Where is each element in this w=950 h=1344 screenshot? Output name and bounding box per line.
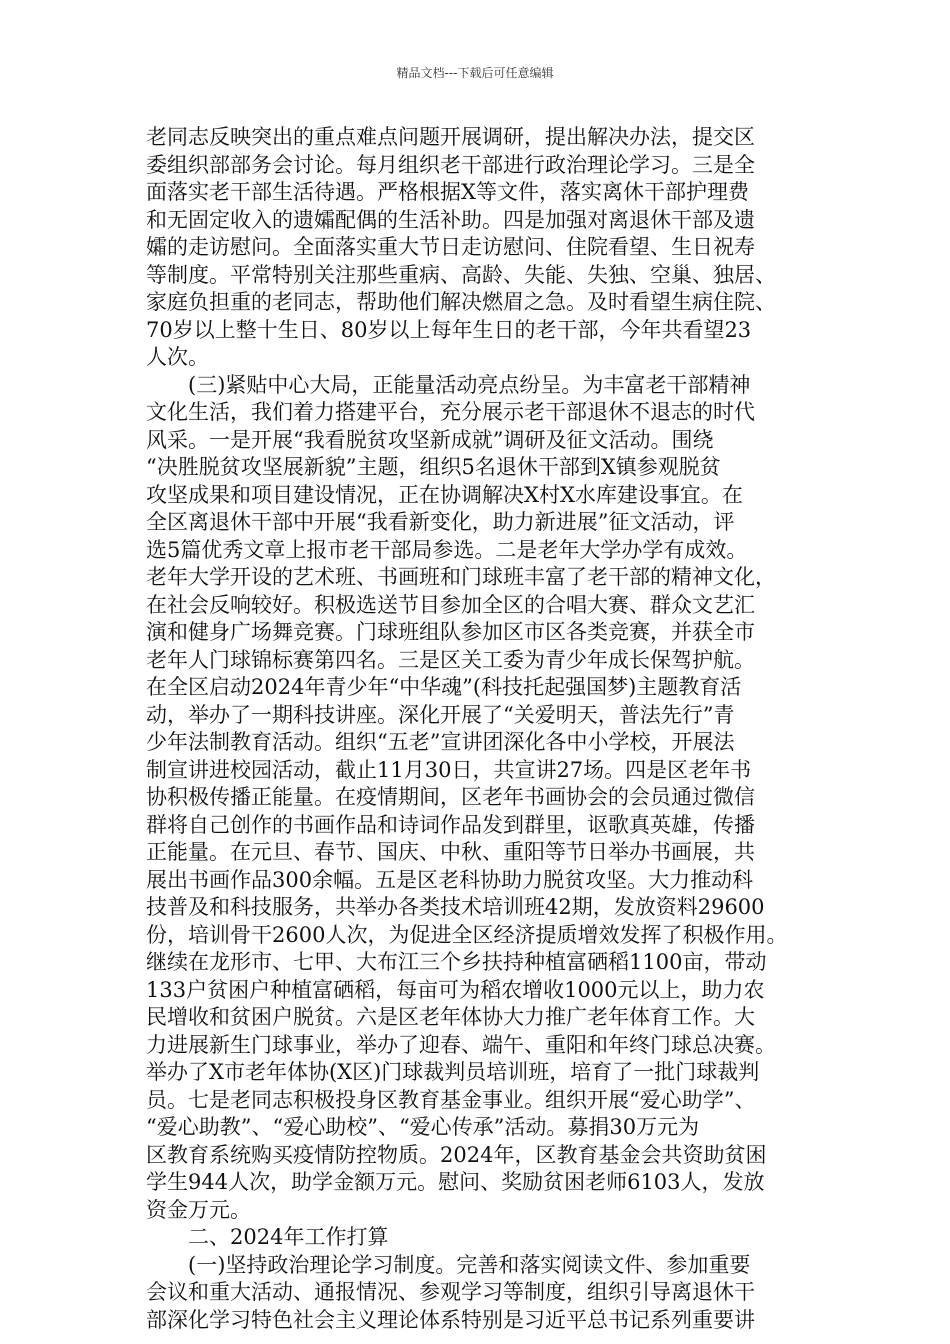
text-line: 技普及和科技服务，共举办各类技术培训班42期，发放资料29600 (146, 895, 765, 919)
text-line: 会议和重大活动、通报情况、参观学习等制度，组织引导离退休干 (146, 1280, 755, 1304)
text-line: 员。七是老同志积极投身区教育基金事业。组织开展“爱心助学”、 (146, 1087, 756, 1112)
text-line: 风采。一是开展“我看脱贫攻坚新成就”调研及征文活动。围绕 (146, 427, 714, 452)
text-line: (一)坚持政治理论学习制度。完善和落实阅读文件、参加重要 (146, 1252, 751, 1277)
page-header: 精品文档---下载后可任意编辑 (396, 66, 554, 80)
text-line: 区教育系统购买疫情防控物质。2024年，区教育基金会共资助贫困 (146, 1142, 767, 1167)
text-line: 份，培训骨干2600人次，为促进全区经济提质增效发挥了积极作用。 (146, 922, 788, 947)
text-line: 文化生活，我们着力搭建平台，充分展示老干部退休不退志的时代 (146, 400, 755, 424)
text-line: 在全区启动2024年青少年“中华魂”(科技托起强国梦)主题教育活 (146, 675, 742, 699)
text-line: 家庭负担重的老同志，帮助他们解决燃眉之急。及时看望生病住院、 (146, 290, 776, 314)
text-line: 二、2024年工作打算 (146, 1225, 389, 1249)
text-line: 133户贫困户种植富硒稻，每亩可为稻农增收1000元以上，助力农 (146, 977, 765, 1002)
text-line: 学生944人次，助学金额万元。慰问、奖励贫困老师6103人，发放 (146, 1170, 765, 1194)
text-line: 继续在龙形市、七甲、大布江三个乡扶持种植富硒稻1100亩，带动 (146, 950, 767, 974)
text-line: 正能量。在元旦、春节、国庆、中秋、重阳等节日举办书画展，共 (146, 840, 755, 864)
text-line: 少年法制教育活动。组织“五老”宣讲团深化各中小学校，开展法 (146, 730, 735, 754)
text-line: 老同志反映突出的重点难点问题开展调研，提出解决办法，提交区 (146, 125, 755, 149)
text-line: 展出书画作品300余幅。五是区老科协助力脱贫攻坚。大力推动科 (146, 867, 754, 892)
text-line: 面落实老干部生活待遇。严格根据X等文件，落实离休干部护理费 (146, 180, 749, 204)
text-line: 等制度。平常特别关注那些重病、高龄、失能、失独、空巢、独居、 (146, 262, 776, 287)
text-line: 人次。 (146, 345, 209, 369)
text-line: 老年人门球锦标赛第四名。三是区关工委为青少年成长保驾护航。 (146, 647, 755, 672)
text-line: “决胜脱贫攻坚展新貌”主题，组织5名退休干部到X镇参观脱贫 (146, 455, 721, 479)
text-line: 全区离退休干部中开展“我看新变化，助力新进展”征文活动，评 (146, 510, 735, 534)
text-line: (三)紧贴中心大局，正能量活动亮点纷呈。为丰富老干部精神 (146, 372, 751, 397)
text-line: 选5篇优秀文章上报市老干部局参选。二是老年大学办学有成效。 (146, 537, 748, 562)
text-line: 制宣讲进校园活动，截止11月30日，共宣讲27场。四是区老年书 (146, 757, 752, 782)
text-line: “爱心助教”、“爱心助校”、“爱心传承”活动。募捐30万元为 (146, 1115, 700, 1139)
text-line: 举办了X市老年体协(X区)门球裁判员培训班，培育了一批门球裁判 (146, 1060, 760, 1084)
text-line: 老年大学开设的艺术班、书画班和门球班丰富了老干部的精神文化， (146, 565, 776, 589)
text-line: 协积极传播正能量。在疫情期间，区老年书画协会的会员通过微信 (146, 785, 755, 809)
text-line: 在社会反响较好。积极选送节目参加全区的合唱大赛、群众文艺汇 (146, 592, 755, 617)
document-body (146, 124, 822, 1334)
text-line: 委组织部部务会讨论。每月组织老干部进行政治理论学习。三是全 (146, 152, 755, 177)
text-line: 攻坚成果和项目建设情况，正在协调解决X村X水库建设事宜。在 (146, 482, 743, 507)
text-line: 民增收和贫困户脱贫。六是区老年体协大力推广老年体育工作。大 (146, 1005, 755, 1029)
text-line: 群将自己创作的书画作品和诗词作品发到群里，讴歌真英雄，传播 (146, 812, 755, 837)
text-line: 部深化学习特色社会主义理论体系特别是习近平总书记系列重要讲 (146, 1307, 755, 1332)
text-line: 孀的走访慰问。全面落实重大节日走访慰问、住院看望、生日祝寿 (146, 235, 755, 259)
text-line: 资金万元。 (146, 1197, 251, 1222)
text-line: 动，举办了一期科技讲座。深化开展了“关爱明天，普法先行”青 (146, 702, 735, 727)
text-line: 和无固定收入的遗孀配偶的生活补助。四是加强对离退休干部及遗 (146, 207, 755, 232)
text-line: 力进展新生门球事业，举办了迎春、端午、重阳和年终门球总决赛。 (146, 1032, 776, 1057)
text-line: 演和健身广场舞竞赛。门球班组队参加区市区各类竞赛，并获全市 (146, 620, 755, 644)
text-line: 70岁以上整十生日、80岁以上每年生日的老干部，今年共看望23 (146, 317, 752, 342)
